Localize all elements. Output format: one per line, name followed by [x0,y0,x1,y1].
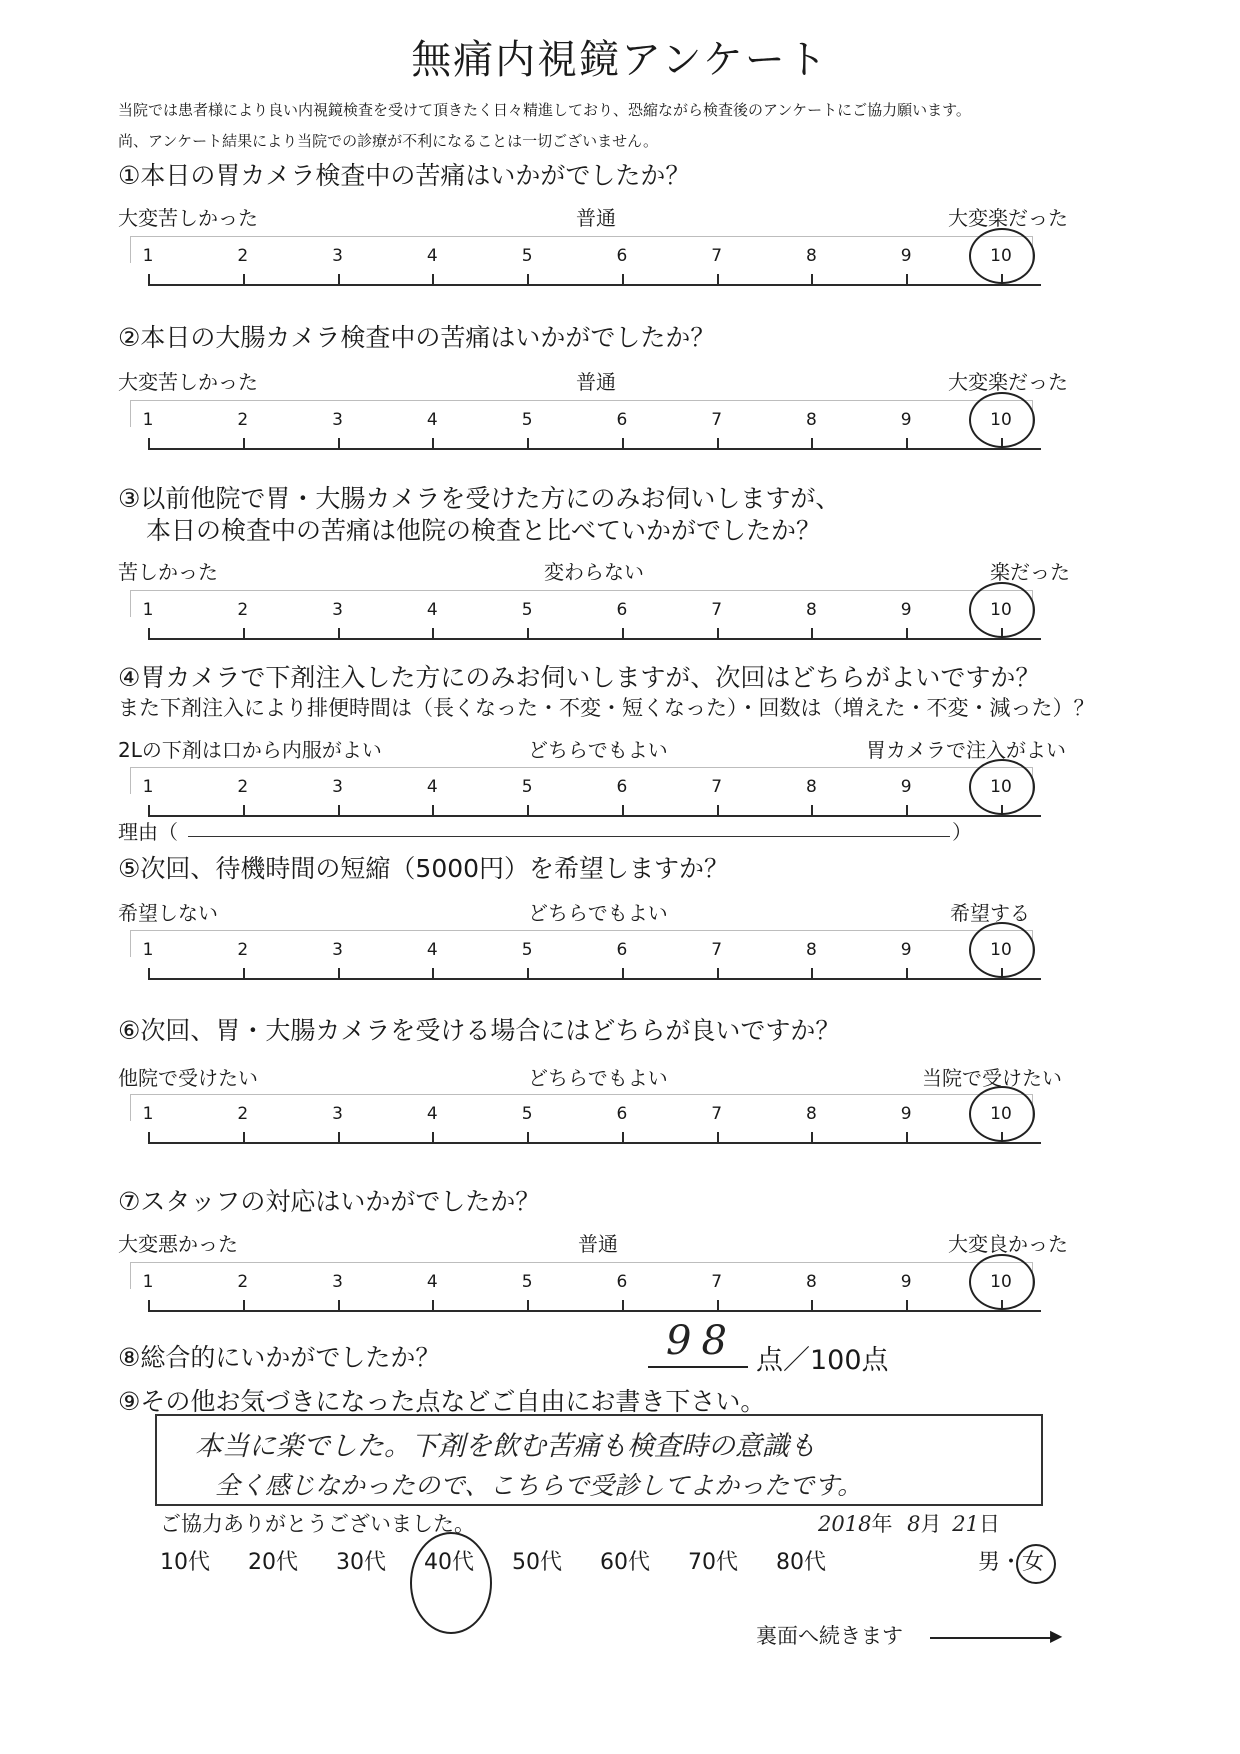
date-year: 2018 [818,1512,872,1536]
score-underline [648,1366,748,1368]
scale-option-4[interactable]: 4 [426,777,438,797]
scale-baseline [148,815,1041,817]
q7-left-label: 大変悪かった [118,1232,238,1256]
scale-tick [432,628,434,638]
q6-rating-scale[interactable] [142,1094,1041,1150]
scale-option-2[interactable]: 2 [237,410,249,430]
question-2-text: ②本日の大腸カメラ検査中の苦痛はいかがでしたか？ [118,323,716,352]
gender-female-option[interactable] [1022,1550,1044,1575]
thanks-text: ご協力ありがとうございました。 [160,1512,475,1536]
selected-answer-circle [969,922,1035,978]
scale-tick [906,438,908,448]
question-1-text: ①本日の胃カメラ検査中の苦痛はいかがでしたか？ [118,161,691,190]
scale-tick [432,274,434,284]
scale-option-5[interactable]: 5 [521,410,533,430]
scale-tick [622,1300,624,1310]
intro-line-1: 当院では患者様により良い内視鏡検査を受けて頂きたく日々精進しており、恐縮ながら検査後のアンケートにご協力願います。 [118,101,971,119]
scale-option-5[interactable]: 5 [521,777,533,797]
scale-tick [811,1300,813,1310]
scale-tick [432,805,434,815]
question-4-text: ④胃カメラで下剤注入した方にのみお伺いしますが、次回はどちらがよいですか？ [118,663,1041,692]
scale-tick [338,274,340,284]
scale-tick [432,968,434,978]
question-8-text: ⑧総合的にいかがでしたか？ [118,1343,441,1372]
q3-left-label: 苦しかった [118,560,218,584]
selected-answer-circle [969,582,1035,638]
scale-option-4[interactable]: 4 [426,600,438,620]
q4-mid-label: どちらでもよい [528,738,668,762]
scale-option-2[interactable]: 2 [237,940,249,960]
scale-option-3[interactable]: 3 [332,410,343,430]
scale-tick [717,805,719,815]
scale-tick [811,274,813,284]
scale-option-8[interactable]: 8 [806,600,817,620]
scale-option-10[interactable]: 10 [990,410,1012,430]
scale-option-4[interactable]: 4 [426,1104,438,1124]
scale-tick [338,1300,340,1310]
scale-option-10[interactable]: 10 [990,246,1012,266]
scale-tick [622,274,624,284]
q2-rating-scale[interactable] [142,400,1041,456]
q5-rating-scale[interactable] [142,930,1041,986]
comment-line-2: 全く感じなかったので、こちらで受診してよかったです。 [215,1471,863,1500]
q4-left-label: 2Lの下剤は口から内服がよい [118,738,382,762]
scale-option-6[interactable]: 6 [616,940,628,960]
age-option-50代[interactable]: 50代 [512,1550,562,1575]
scale-option-7[interactable]: 7 [711,940,723,960]
scale-tick [906,1132,908,1142]
scale-option-3[interactable]: 3 [332,777,343,797]
scale-option-7[interactable]: 7 [711,1272,723,1292]
selected-answer-circle [969,392,1035,448]
scale-tick [811,438,813,448]
gender-male-option[interactable]: 男 [978,1550,1001,1575]
page-title: 無痛内視鏡アンケート [411,37,829,83]
scale-tick [148,1300,150,1310]
scale-tick [811,1132,813,1142]
scale-tick [717,1300,719,1310]
q5-mid-label: どちらでもよい [528,901,668,925]
selected-age-circle [410,1532,492,1634]
age-option-10代[interactable]: 10代 [160,1550,210,1575]
scale-option-5[interactable]: 5 [521,246,533,266]
q4-rating-scale[interactable] [142,767,1041,815]
scale-option-8[interactable]: 8 [806,246,817,266]
q6-mid-label: どちらでもよい [528,1066,668,1090]
total-score-value[interactable]: 98 [666,1318,737,1364]
question-6-text: ⑥次回、胃・大腸カメラを受ける場合にはどちらが良いですか？ [118,1016,841,1045]
scale-tick [148,1132,150,1142]
scale-tick [622,1132,624,1142]
gender-selected-circle [1016,1544,1056,1584]
gender-separator: ・ [1000,1550,1023,1575]
q3-right-label: 楽だった [990,560,1070,584]
scale-tick [906,968,908,978]
date-day: 21 [952,1512,979,1536]
scale-baseline [148,448,1041,450]
q1-mid-label: 普通 [576,206,616,230]
scale-tick [717,628,719,638]
scale-tick [811,628,813,638]
date-year-suffix: 年 [871,1512,893,1536]
q7-right-label: 大変良かった [948,1232,1068,1256]
question-3-text-2: 本日の検査中の苦痛は他院の検査と比べていかがでしたか？ [146,516,822,545]
scale-option-1[interactable]: 1 [142,1104,154,1124]
scale-tick [338,805,340,815]
scale-option-7[interactable]: 7 [711,777,723,797]
question-4-text-2: また下剤注入により排便時間は（長くなった・不変・短くなった）・回数は（増えた・不変・減った）？ [118,696,1095,720]
reason-label: 理由（ [118,820,178,844]
continue-arrow-line [930,1637,1056,1639]
scale-tick [622,805,624,815]
gender-female-label: 女 [1022,1550,1045,1575]
age-option-60代[interactable]: 60代 [600,1550,650,1575]
scale-option-10[interactable]: 10 [990,940,1012,960]
scale-tick [338,1132,340,1142]
scale-tick [527,1300,529,1310]
scale-option-3[interactable]: 3 [332,600,343,620]
scale-tick [906,628,908,638]
scale-option-9[interactable]: 9 [900,410,912,430]
scale-option-1[interactable]: 1 [142,777,154,797]
q5-left-label: 希望しない [118,901,218,925]
scale-option-4[interactable]: 4 [426,940,438,960]
scale-tick [527,968,529,978]
q3-rating-scale[interactable] [142,590,1041,646]
date-day-suffix: 日 [978,1512,1000,1536]
scale-option-9[interactable]: 9 [900,940,912,960]
scale-option-7[interactable]: 7 [711,410,723,430]
scale-option-4[interactable]: 4 [426,1272,438,1292]
scale-baseline [148,1310,1041,1312]
scale-tick [432,438,434,448]
scale-tick [148,628,150,638]
scale-option-3[interactable]: 3 [332,246,343,266]
scale-option-2[interactable]: 2 [237,1272,249,1292]
scale-option-2[interactable]: 2 [237,1104,249,1124]
comment-box[interactable] [155,1414,1043,1506]
intro-line-2: 尚、アンケート結果により当院での診療が不利になることは一切ございません。 [118,132,659,150]
scale-option-5[interactable]: 5 [521,1104,533,1124]
scale-tick [243,274,245,284]
scale-tick [148,438,150,448]
scale-option-7[interactable]: 7 [711,246,723,266]
scale-tick [527,805,529,815]
date-field[interactable] [818,1508,1000,1538]
q7-rating-scale[interactable] [142,1262,1041,1318]
continue-arrow-icon: ▶ [1050,1626,1063,1645]
scale-tick [338,968,340,978]
scale-option-6[interactable]: 6 [616,777,628,797]
scale-tick [811,805,813,815]
scale-tick [243,1300,245,1310]
scale-option-9[interactable]: 9 [900,1104,912,1124]
reason-close-paren: ） [952,820,972,844]
scale-option-1[interactable]: 1 [142,410,154,430]
continue-text: 裏面へ続きます [756,1624,903,1648]
scale-tick [527,1132,529,1142]
scale-option-6[interactable]: 6 [616,246,628,266]
age-option-70代[interactable]: 70代 [688,1550,738,1575]
scale-tick [811,968,813,978]
scale-option-7[interactable]: 7 [711,600,723,620]
scale-option-4[interactable]: 4 [426,246,438,266]
question-3-text: ③以前他院で胃・大腸カメラを受けた方にのみお伺いしますが、 [118,484,841,513]
comment-line-1: 本当に楽でした。下剤を飲む苦痛も検査時の意識も [195,1431,816,1462]
scale-option-8[interactable]: 8 [806,940,817,960]
q4-right-label: 胃カメラで注入がよい [866,738,1066,762]
scale-tick [338,628,340,638]
scale-tick [906,805,908,815]
scale-tick [906,274,908,284]
date-month: 8 [907,1512,921,1536]
scale-option-3[interactable]: 3 [332,1104,343,1124]
q1-right-label: 大変楽だった [948,206,1068,230]
scale-tick [243,628,245,638]
scale-baseline [148,284,1041,286]
scale-option-6[interactable]: 6 [616,1104,628,1124]
scale-option-8[interactable]: 8 [806,1272,817,1292]
scale-tick [432,1300,434,1310]
scale-option-8[interactable]: 8 [806,410,817,430]
scale-option-10[interactable]: 10 [990,777,1012,797]
scale-option-2[interactable]: 2 [237,246,249,266]
score-suffix: 点／100点 [756,1345,889,1376]
scale-tick [717,274,719,284]
scale-option-9[interactable]: 9 [900,1272,912,1292]
q1-rating-scale[interactable] [142,236,1041,292]
scale-baseline [148,1142,1041,1144]
scale-tick [148,805,150,815]
scale-option-4[interactable]: 4 [426,410,438,430]
scale-tick [243,438,245,448]
scale-option-6[interactable]: 6 [616,600,628,620]
q5-right-label: 希望する [950,901,1030,925]
scale-tick [906,1300,908,1310]
age-option-20代[interactable]: 20代 [248,1550,298,1575]
scale-option-3[interactable]: 3 [332,940,343,960]
question-7-text: ⑦スタッフの対応はいかがでしたか？ [118,1187,541,1216]
scale-tick [527,628,529,638]
scale-baseline [148,638,1041,640]
scale-option-9[interactable]: 9 [900,246,912,266]
q6-right-label: 当院で受けたい [922,1066,1062,1090]
age-option-80代[interactable]: 80代 [776,1550,826,1575]
scale-option-5[interactable]: 5 [521,1272,533,1292]
scale-tick [527,274,529,284]
scale-option-1[interactable]: 1 [142,1272,154,1292]
scale-tick [622,438,624,448]
scale-tick [717,968,719,978]
question-9-text: ⑨その他お気づきになった点などご自由にお書き下さい。 [118,1387,766,1416]
scale-tick [717,1132,719,1142]
q2-right-label: 大変楽だった [948,370,1068,394]
scale-tick [243,805,245,815]
scale-option-3[interactable]: 3 [332,1272,343,1292]
scale-tick [622,968,624,978]
scale-option-6[interactable]: 6 [616,1272,628,1292]
selected-answer-circle [969,228,1035,284]
scale-option-10[interactable]: 10 [990,600,1012,620]
date-month-suffix: 月 [920,1512,942,1536]
selected-answer-circle [969,759,1035,815]
scale-tick [148,274,150,284]
scale-baseline [148,978,1041,980]
selected-answer-circle [969,1254,1035,1310]
scale-tick [338,438,340,448]
scale-option-9[interactable]: 9 [900,777,912,797]
scale-tick [243,1132,245,1142]
scale-option-8[interactable]: 8 [806,777,817,797]
scale-option-8[interactable]: 8 [806,1104,817,1124]
scale-option-1[interactable]: 1 [142,246,154,266]
selected-answer-circle [969,1086,1035,1142]
scale-option-5[interactable]: 5 [521,600,533,620]
scale-option-9[interactable]: 9 [900,600,912,620]
question-5-text: ⑤次回、待機時間の短縮（5000円）を希望しますか？ [118,854,730,883]
age-option-30代[interactable]: 30代 [336,1550,386,1575]
q6-left-label: 他院で受けたい [118,1066,258,1090]
gender-options [978,1545,1044,1576]
scale-option-2[interactable]: 2 [237,777,249,797]
scale-tick [527,438,529,448]
scale-tick [622,628,624,638]
scale-option-7[interactable]: 7 [711,1104,723,1124]
scale-option-10[interactable]: 10 [990,1104,1012,1124]
scale-option-2[interactable]: 2 [237,600,249,620]
scale-tick [432,1132,434,1142]
scale-tick [148,968,150,978]
age-option-40代[interactable]: 40代 [424,1550,474,1575]
scale-option-10[interactable]: 10 [990,1272,1012,1292]
scale-option-6[interactable]: 6 [616,410,628,430]
q2-left-label: 大変苦しかった [118,370,258,394]
scale-tick [243,968,245,978]
q1-left-label: 大変苦しかった [118,206,258,230]
reason-input-line[interactable] [188,836,950,837]
scale-option-5[interactable]: 5 [521,940,533,960]
scale-tick [717,438,719,448]
scale-option-1[interactable]: 1 [142,600,154,620]
scale-option-1[interactable]: 1 [142,940,154,960]
q3-mid-label: 変わらない [544,560,644,584]
q7-mid-label: 普通 [578,1232,618,1256]
q2-mid-label: 普通 [576,370,616,394]
